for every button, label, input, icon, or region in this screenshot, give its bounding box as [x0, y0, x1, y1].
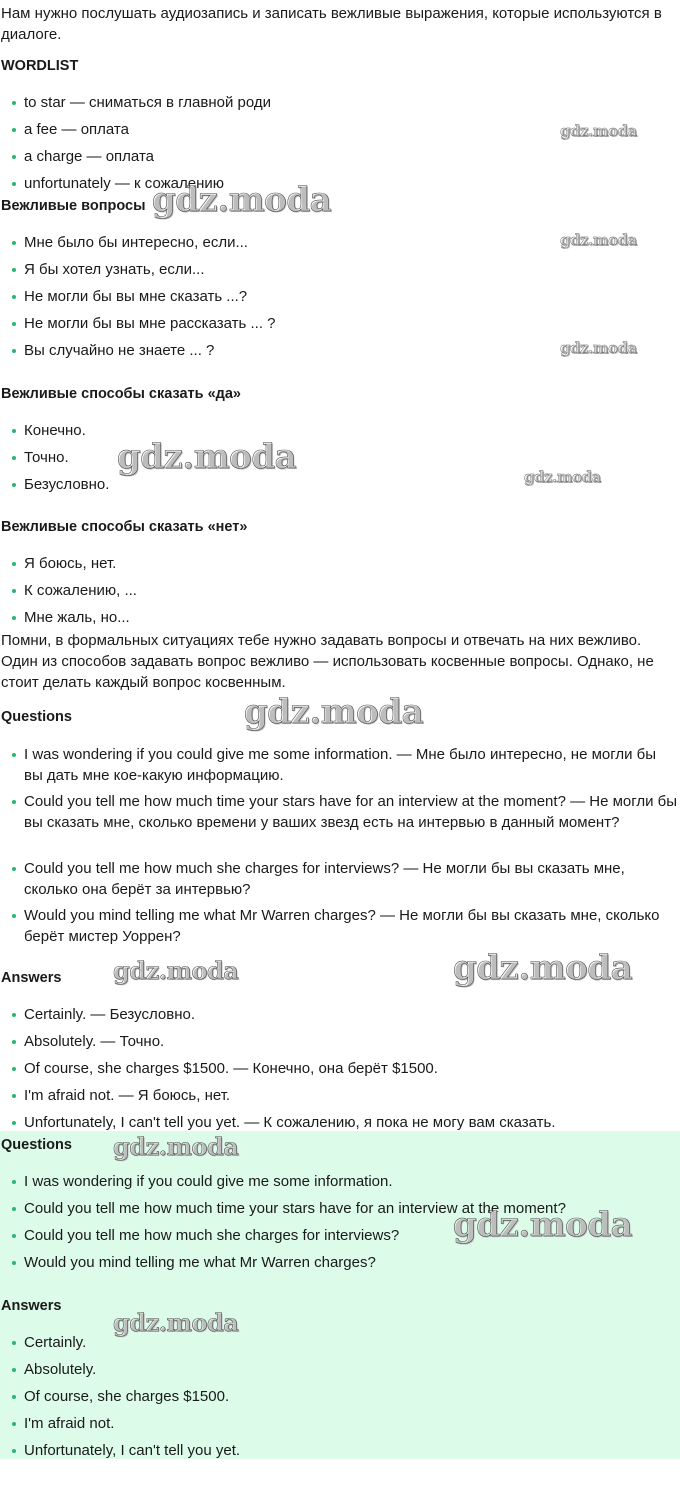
list-item: Мне было бы интересно, если... — [0, 232, 678, 259]
watermark: gdz.moda — [152, 180, 332, 220]
watermark: gdz.moda — [117, 437, 297, 477]
polite-yes-list — [0, 420, 678, 501]
polite-questions-heading: Вежливые вопросы — [1, 198, 146, 214]
list-item: Could you tell me how much she charges for interviews? — [0, 1225, 678, 1252]
list-item: Of course, she charges $1500. — Конечно, она берёт $1500. — [0, 1058, 678, 1085]
questions-en-heading: Questions — [1, 1137, 72, 1153]
intro-text: Нам нужно послушать аудиозапись и записать вежливые выражения, которые используются в диалоге. — [1, 5, 662, 43]
list-item: Я боюсь, нет. — [0, 553, 678, 580]
answers-heading: Answers — [1, 970, 62, 986]
polite-no-heading: Вежливые способы сказать «нет» — [1, 519, 248, 535]
watermark: gdz.moda — [524, 468, 601, 486]
list-item: I'm afraid not. — [0, 1413, 678, 1440]
watermark: gdz.moda — [560, 339, 637, 357]
list-item: Конечно. — [0, 420, 678, 447]
polite-no-list — [0, 553, 678, 634]
list-item: Would you mind telling me what Mr Warren charges? — [0, 1252, 678, 1279]
wordlist-heading: WORDLIST — [1, 58, 79, 74]
list-item: Of course, she charges $1500. — [0, 1386, 678, 1413]
wordlist-list — [0, 92, 678, 200]
polite-yes-heading: Вежливые способы сказать «да» — [1, 386, 242, 402]
list-item: Certainly. — [0, 1332, 678, 1359]
list-item: К сожалению, ... — [0, 580, 678, 607]
list-item: unfortunately — к сожалению — [0, 173, 678, 200]
answers-en-heading: Answers — [1, 1298, 62, 1314]
list-item: a charge — оплата — [0, 146, 678, 173]
remember-text: Помни, в формальных ситуациях тебе нужно задавать вопросы и отвечать на них вежливо. Один из способов задавать вопрос вежливо — использовать косвенные вопросы. Однако, не стоит делать каждый вопрос косвенным. — [1, 632, 654, 691]
watermark: gdz.moda — [113, 956, 239, 985]
list-item: to star — сниматься в главной роди — [0, 92, 678, 119]
watermark: gdz.moda — [560, 122, 637, 140]
list-item: Безусловно. — [0, 474, 678, 501]
list-item: Не могли бы вы мне сказать ...? — [0, 286, 678, 313]
watermark: gdz.moda — [560, 231, 637, 249]
answers-translated-list — [0, 1004, 678, 1139]
list-item: Would you mind telling me what Mr Warren charges? — Не могли бы вы сказать мне, сколько берёт мистер Уоррен? — [0, 905, 678, 952]
list-item: Я бы хотел узнать, если... — [0, 259, 678, 286]
list-item: a fee — оплата — [0, 119, 678, 146]
list-item: Absolutely. — [0, 1359, 678, 1386]
watermark: gdz.moda — [113, 1308, 239, 1337]
list-item: Could you tell me how much time your stars have for an interview at the moment? — Не могли бы вы сказать мне, сколько времени у ваших звезд есть на интервью в данный момент? — [0, 791, 678, 858]
list-item: Could you tell me how much time your stars have for an interview at the moment? — [0, 1198, 678, 1225]
watermark: gdz.moda — [453, 948, 633, 988]
list-item: Мне жаль, но... — [0, 607, 678, 634]
watermark: gdz.moda — [453, 1205, 633, 1245]
list-item: Не могли бы вы мне рассказать ... ? — [0, 313, 678, 340]
list-item: Could you tell me how much she charges for interviews? — Не могли бы вы сказать мне, сколько она берёт за интервью? — [0, 858, 678, 905]
list-item: I was wondering if you could give me some information. — Мне было интересно, не могли бы вы дать мне кое-какую информацию. — [0, 744, 678, 791]
list-item: Unfortunately, I can't tell you yet. — К сожалению, я пока не могу вам сказать. — [0, 1112, 678, 1139]
questions-translated-list — [0, 744, 678, 952]
list-item: Unfortunately, I can't tell you yet. — [0, 1440, 678, 1467]
list-item: I'm afraid not. — Я боюсь, нет. — [0, 1085, 678, 1112]
list-item: Вы случайно не знаете ... ? — [0, 340, 678, 367]
answers-en-list — [0, 1332, 678, 1467]
watermark: gdz.moda — [244, 692, 424, 732]
list-item: Точно. — [0, 447, 678, 474]
list-item: Absolutely. — Точно. — [0, 1031, 678, 1058]
list-item: Certainly. — Безусловно. — [0, 1004, 678, 1031]
list-item: I was wondering if you could give me some information. — [0, 1171, 678, 1198]
questions-heading: Questions — [1, 709, 72, 725]
watermark: gdz.moda — [113, 1132, 239, 1161]
